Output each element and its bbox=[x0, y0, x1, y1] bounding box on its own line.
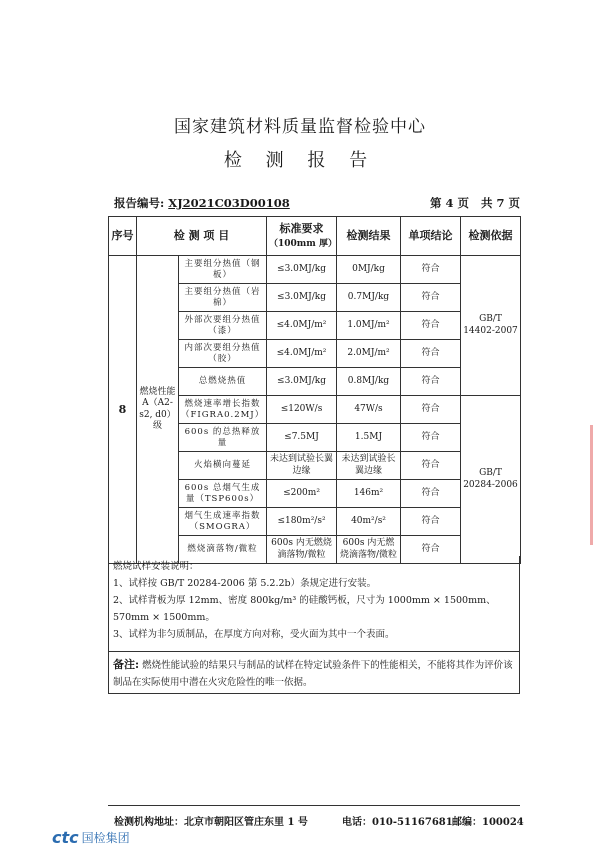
seq-cell: 8 bbox=[109, 256, 137, 564]
verdict-cell: 符合 bbox=[401, 312, 461, 340]
notes-line: 2、试样背板为厚 12mm、密度 800kg/m³ 的硅酸钙板，尺寸为 1000mm × 1500mm、570mm × 1500mm。 bbox=[113, 595, 496, 623]
verdict-cell: 符合 bbox=[401, 256, 461, 284]
verdict-cell: 符合 bbox=[401, 340, 461, 368]
header-basis: 检测依据 bbox=[461, 217, 521, 256]
result-cell: 600s 内无燃烧滴落物/微粒 bbox=[337, 536, 401, 564]
page-indicator bbox=[430, 195, 520, 211]
table-header-row bbox=[109, 217, 521, 256]
req-cell: ≤7.5MJ bbox=[267, 424, 337, 452]
remark-box bbox=[108, 652, 520, 694]
item-cell: 燃烧滴落物/微粒 bbox=[179, 536, 267, 564]
company-logo bbox=[52, 829, 130, 845]
header-verdict: 单项结论 bbox=[401, 217, 461, 256]
footer-phone: 电话：010-51167681 bbox=[342, 817, 453, 828]
notes-line: 1、试样按 GB/T 20284-2006 第 5.2.2b）条规定进行安装。 bbox=[113, 578, 377, 589]
header-req-main: 标准要求 bbox=[279, 222, 324, 235]
result-cell: 40m²/s² bbox=[337, 508, 401, 536]
verdict-cell: 符合 bbox=[401, 536, 461, 564]
req-cell: ≤3.0MJ/kg bbox=[267, 256, 337, 284]
basis-cell: GB/T 14402-2007 bbox=[461, 256, 521, 396]
result-cell: 1.5MJ bbox=[337, 424, 401, 452]
result-cell: 0MJ/kg bbox=[337, 256, 401, 284]
verdict-cell: 符合 bbox=[401, 452, 461, 480]
req-cell: ≤200m² bbox=[267, 480, 337, 508]
stamp-edge bbox=[590, 425, 600, 545]
header-result: 检测结果 bbox=[337, 217, 401, 256]
page-number: 第 4 页 bbox=[429, 196, 469, 210]
result-cell: 1.0MJ/m² bbox=[337, 312, 401, 340]
item-cell: 烟气生成速率指数（SMOGRA） bbox=[179, 508, 267, 536]
footer-divider bbox=[108, 805, 520, 806]
req-cell: ≤180m²/s² bbox=[267, 508, 337, 536]
header-req bbox=[267, 217, 337, 256]
report-no-label: 报告编号: bbox=[114, 196, 165, 210]
item-cell: 600s 的总热释放量 bbox=[179, 424, 267, 452]
report-title: 检 测 报 告 bbox=[223, 150, 377, 171]
basis-cell: GB/T 20284-2006 bbox=[461, 396, 521, 564]
results-table bbox=[108, 216, 521, 564]
header-seq: 序号 bbox=[109, 217, 137, 256]
verdict-cell: 符合 bbox=[401, 396, 461, 424]
verdict-cell: 符合 bbox=[401, 424, 461, 452]
item-cell: 内部次要组分热值（胶） bbox=[179, 340, 267, 368]
result-cell: 0.8MJ/kg bbox=[337, 368, 401, 396]
item-cell: 主要组分热值（岩棉） bbox=[179, 284, 267, 312]
req-cell: 未达到试验长翼边缘 bbox=[267, 452, 337, 480]
result-cell: 未达到试验长翼边缘 bbox=[337, 452, 401, 480]
item-cell: 火焰横向蔓延 bbox=[179, 452, 267, 480]
result-cell: 146m² bbox=[337, 480, 401, 508]
req-cell: ≤3.0MJ/kg bbox=[267, 368, 337, 396]
logo-mark: ctc bbox=[52, 827, 79, 847]
notes-line: 3、试样为非匀质制品，在厚度方向对称，受火面为其中一个表面。 bbox=[113, 629, 395, 640]
remark-label: 备注: bbox=[113, 658, 140, 671]
logo-text: 国检集团 bbox=[81, 830, 130, 845]
verdict-cell: 符合 bbox=[401, 284, 461, 312]
req-cell: ≤3.0MJ/kg bbox=[267, 284, 337, 312]
item-cell: 外部次要组分热值（漆） bbox=[179, 312, 267, 340]
category-cell: 燃烧性能 A（A2-s2, d0）级 bbox=[137, 256, 179, 564]
req-cell: 600s 内无燃烧滴落物/微粒 bbox=[267, 536, 337, 564]
req-cell: ≤4.0MJ/m² bbox=[267, 340, 337, 368]
result-cell: 47W/s bbox=[337, 396, 401, 424]
remark-text: 燃烧性能试验的结果只与制品的试样在特定试验条件下的性能相关，不能将其作为评价该制品在实际使用中潜在火灾危险性的唯一依据。 bbox=[113, 660, 513, 688]
footer-postcode: 邮编：100024 bbox=[452, 817, 524, 828]
verdict-cell: 符合 bbox=[401, 480, 461, 508]
item-cell: 主要组分热值（钢板） bbox=[179, 256, 267, 284]
verdict-cell: 符合 bbox=[401, 508, 461, 536]
result-cell: 2.0MJ/m² bbox=[337, 340, 401, 368]
req-cell: ≤120W/s bbox=[267, 396, 337, 424]
header-req-sub: （100mm 厚） bbox=[269, 238, 337, 249]
org-name: 国家建筑材料质量监督检验中心 bbox=[174, 117, 426, 137]
page-total: 共 7 页 bbox=[480, 196, 520, 210]
header-item: 检 测 项 目 bbox=[137, 217, 267, 256]
report-meta bbox=[114, 195, 524, 211]
req-cell: ≤4.0MJ/m² bbox=[267, 312, 337, 340]
table-row bbox=[109, 256, 521, 284]
verdict-cell: 符合 bbox=[401, 368, 461, 396]
footer-address: 检测机构地址：北京市朝阳区管庄东里 1 号 bbox=[114, 817, 308, 828]
notes-title: 燃烧试样安装说明： bbox=[113, 561, 199, 572]
item-cell: 燃烧速率增长指数（FIGRA0.2MJ） bbox=[179, 396, 267, 424]
report-no: XJ2021C03D00108 bbox=[168, 196, 290, 210]
result-cell: 0.7MJ/kg bbox=[337, 284, 401, 312]
item-cell: 总燃烧热值 bbox=[179, 368, 267, 396]
item-cell: 600s 总烟气生成量（TSP600s） bbox=[179, 480, 267, 508]
installation-notes bbox=[108, 556, 520, 652]
